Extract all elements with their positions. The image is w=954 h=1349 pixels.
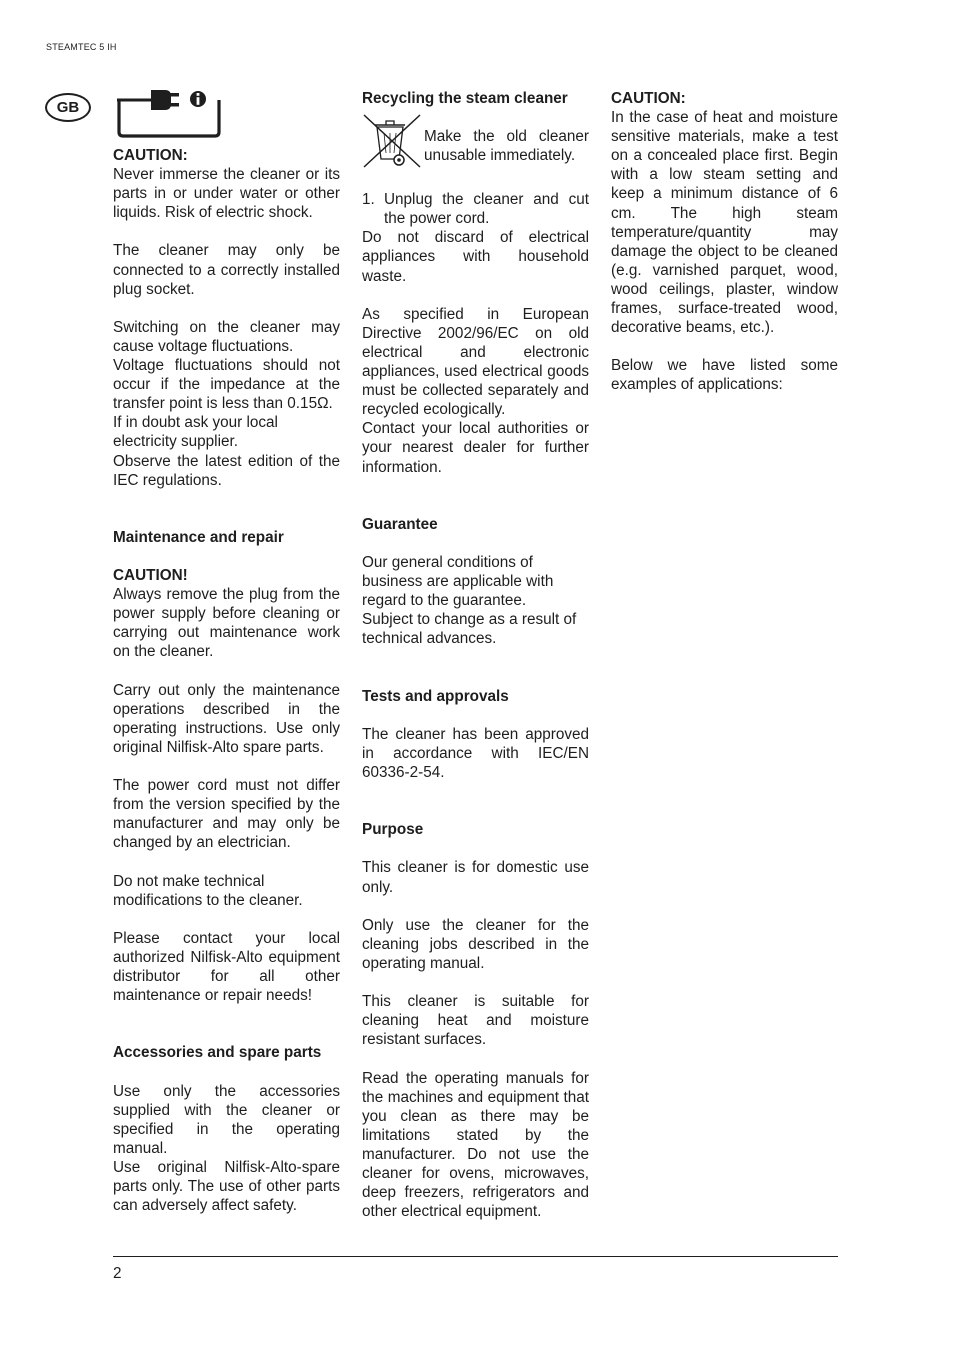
maintenance-caution-text: Always remove the plug from the power supply before cleaning or carrying out maintenance work on the cleaner. bbox=[113, 586, 340, 661]
voltage-text: Voltage fluctuations should not occur if the impedance at the transfer point is less than 0.15Ω. bbox=[113, 357, 340, 413]
step-1-number: 1. bbox=[362, 191, 375, 209]
change-text: Subject to change as a result of technical advances. bbox=[362, 611, 577, 648]
maintenance-heading: Maintenance and repair bbox=[113, 528, 284, 546]
heat-moisture-caution: In the case of heat and moisture sensitive materials, make a test on a concealed place first. Begin with a low steam setting and keep a minimum distance of 6 cm. The high steam temperature/quantity may damage the object to be cleaned (e.g. varnished parquet, wood, wood ceilings, plaster, window frames, surface-treated wood, decorative beams, etc.). bbox=[611, 109, 838, 337]
recycling-icon-text: Make the old cleaner unusable immediately. bbox=[424, 128, 589, 165]
purpose-jobs: Only use the cleaner for the cleaning jobs described in the operating manual. bbox=[362, 916, 589, 972]
immersion-warning: Never immerse the cleaner or its parts in or under water or other liquids. Risk of electric shock. bbox=[113, 166, 340, 222]
column-middle bbox=[362, 89, 589, 1221]
guarantee-heading: Guarantee bbox=[362, 515, 438, 533]
document-header: STEAMTEC 5 IH bbox=[46, 42, 117, 52]
maintenance-ops-text: Carry out only the maintenance operations described in the operating instructions. Use only original Nilfisk-Alto spare parts. bbox=[113, 681, 340, 756]
accessories-heading: Accessories and spare parts bbox=[113, 1044, 322, 1062]
column-right bbox=[611, 89, 838, 395]
spare-parts-text: Use original Nilfisk-Alto-spare parts only. The use of other parts can adversely affect safety. bbox=[113, 1158, 340, 1215]
language-badge: GB bbox=[45, 93, 91, 122]
modifications-text: Do not make technical modifications to the cleaner. bbox=[113, 872, 303, 909]
authorities-text: Contact your local authorities or your nearest dealer for further information. bbox=[362, 420, 589, 476]
step-1 bbox=[362, 190, 589, 228]
plug-socket-warning-icon bbox=[113, 88, 221, 138]
footer-divider bbox=[113, 1256, 838, 1257]
accessories-text: Use only the accessories supplied with the cleaner or specified in the operating manual. bbox=[113, 1082, 340, 1157]
socket-text: The cleaner may only be connected to a correctly installed plug socket. bbox=[113, 242, 340, 298]
caution-title: CAUTION: bbox=[113, 147, 188, 164]
purpose-domestic: This cleaner is for domestic use only. bbox=[362, 859, 589, 896]
maintenance-caution-title: CAUTION! bbox=[113, 567, 188, 585]
column-left bbox=[113, 146, 340, 1215]
step-1-text: Unplug the cleaner and cut the power cord. bbox=[384, 191, 589, 228]
crossed-out-wheelie-bin-icon bbox=[362, 113, 424, 171]
examples-text: Below we have listed some examples of applications: bbox=[611, 357, 838, 394]
purpose-manuals: Read the operating manuals for the machines and equipment that you clean as there may be limitations stated by the manufacturer. Do not use the cleaner for ovens, microwaves, deep freezers, refrigerators and other electrical equipment. bbox=[362, 1069, 589, 1221]
tests-text: The cleaner has been approved in accordance with IEC/EN 60336-2-54. bbox=[362, 725, 589, 781]
tests-heading: Tests and approvals bbox=[362, 687, 509, 705]
directive-text: As specified in European Directive 2002/96/EC on old electrical and electronic appliances, used electrical goods must be collected separately and recycled ecologically. bbox=[362, 305, 589, 419]
power-cord-text: The power cord must not differ from the version specified by the manufacturer and may only be changed by an electrician. bbox=[113, 777, 340, 852]
iec-text: Observe the latest edition of the IEC regulations. bbox=[113, 452, 340, 489]
guarantee-text: Our general conditions of business are applicable with regard to the guarantee. bbox=[362, 553, 554, 610]
doubt-text: If in doubt ask your local electricity supplier. bbox=[113, 414, 278, 451]
purpose-surfaces: This cleaner is suitable for cleaning heat and moisture resistant surfaces. bbox=[362, 993, 589, 1049]
contact-text: Please contact your local authorized Nilfisk-Alto equipment distributor for all other maintenance or repair needs! bbox=[113, 929, 340, 1005]
recycling-notice bbox=[362, 113, 589, 171]
page-number: 2 bbox=[113, 1265, 122, 1282]
caution-title-right: CAUTION: bbox=[611, 90, 686, 107]
recycling-heading: Recycling the steam cleaner bbox=[362, 90, 568, 107]
purpose-heading: Purpose bbox=[362, 821, 424, 839]
discard-text: Do not discard of electrical appliances with household waste. bbox=[362, 229, 589, 285]
switching-text: Switching on the cleaner may cause voltage fluctuations. bbox=[113, 318, 340, 355]
